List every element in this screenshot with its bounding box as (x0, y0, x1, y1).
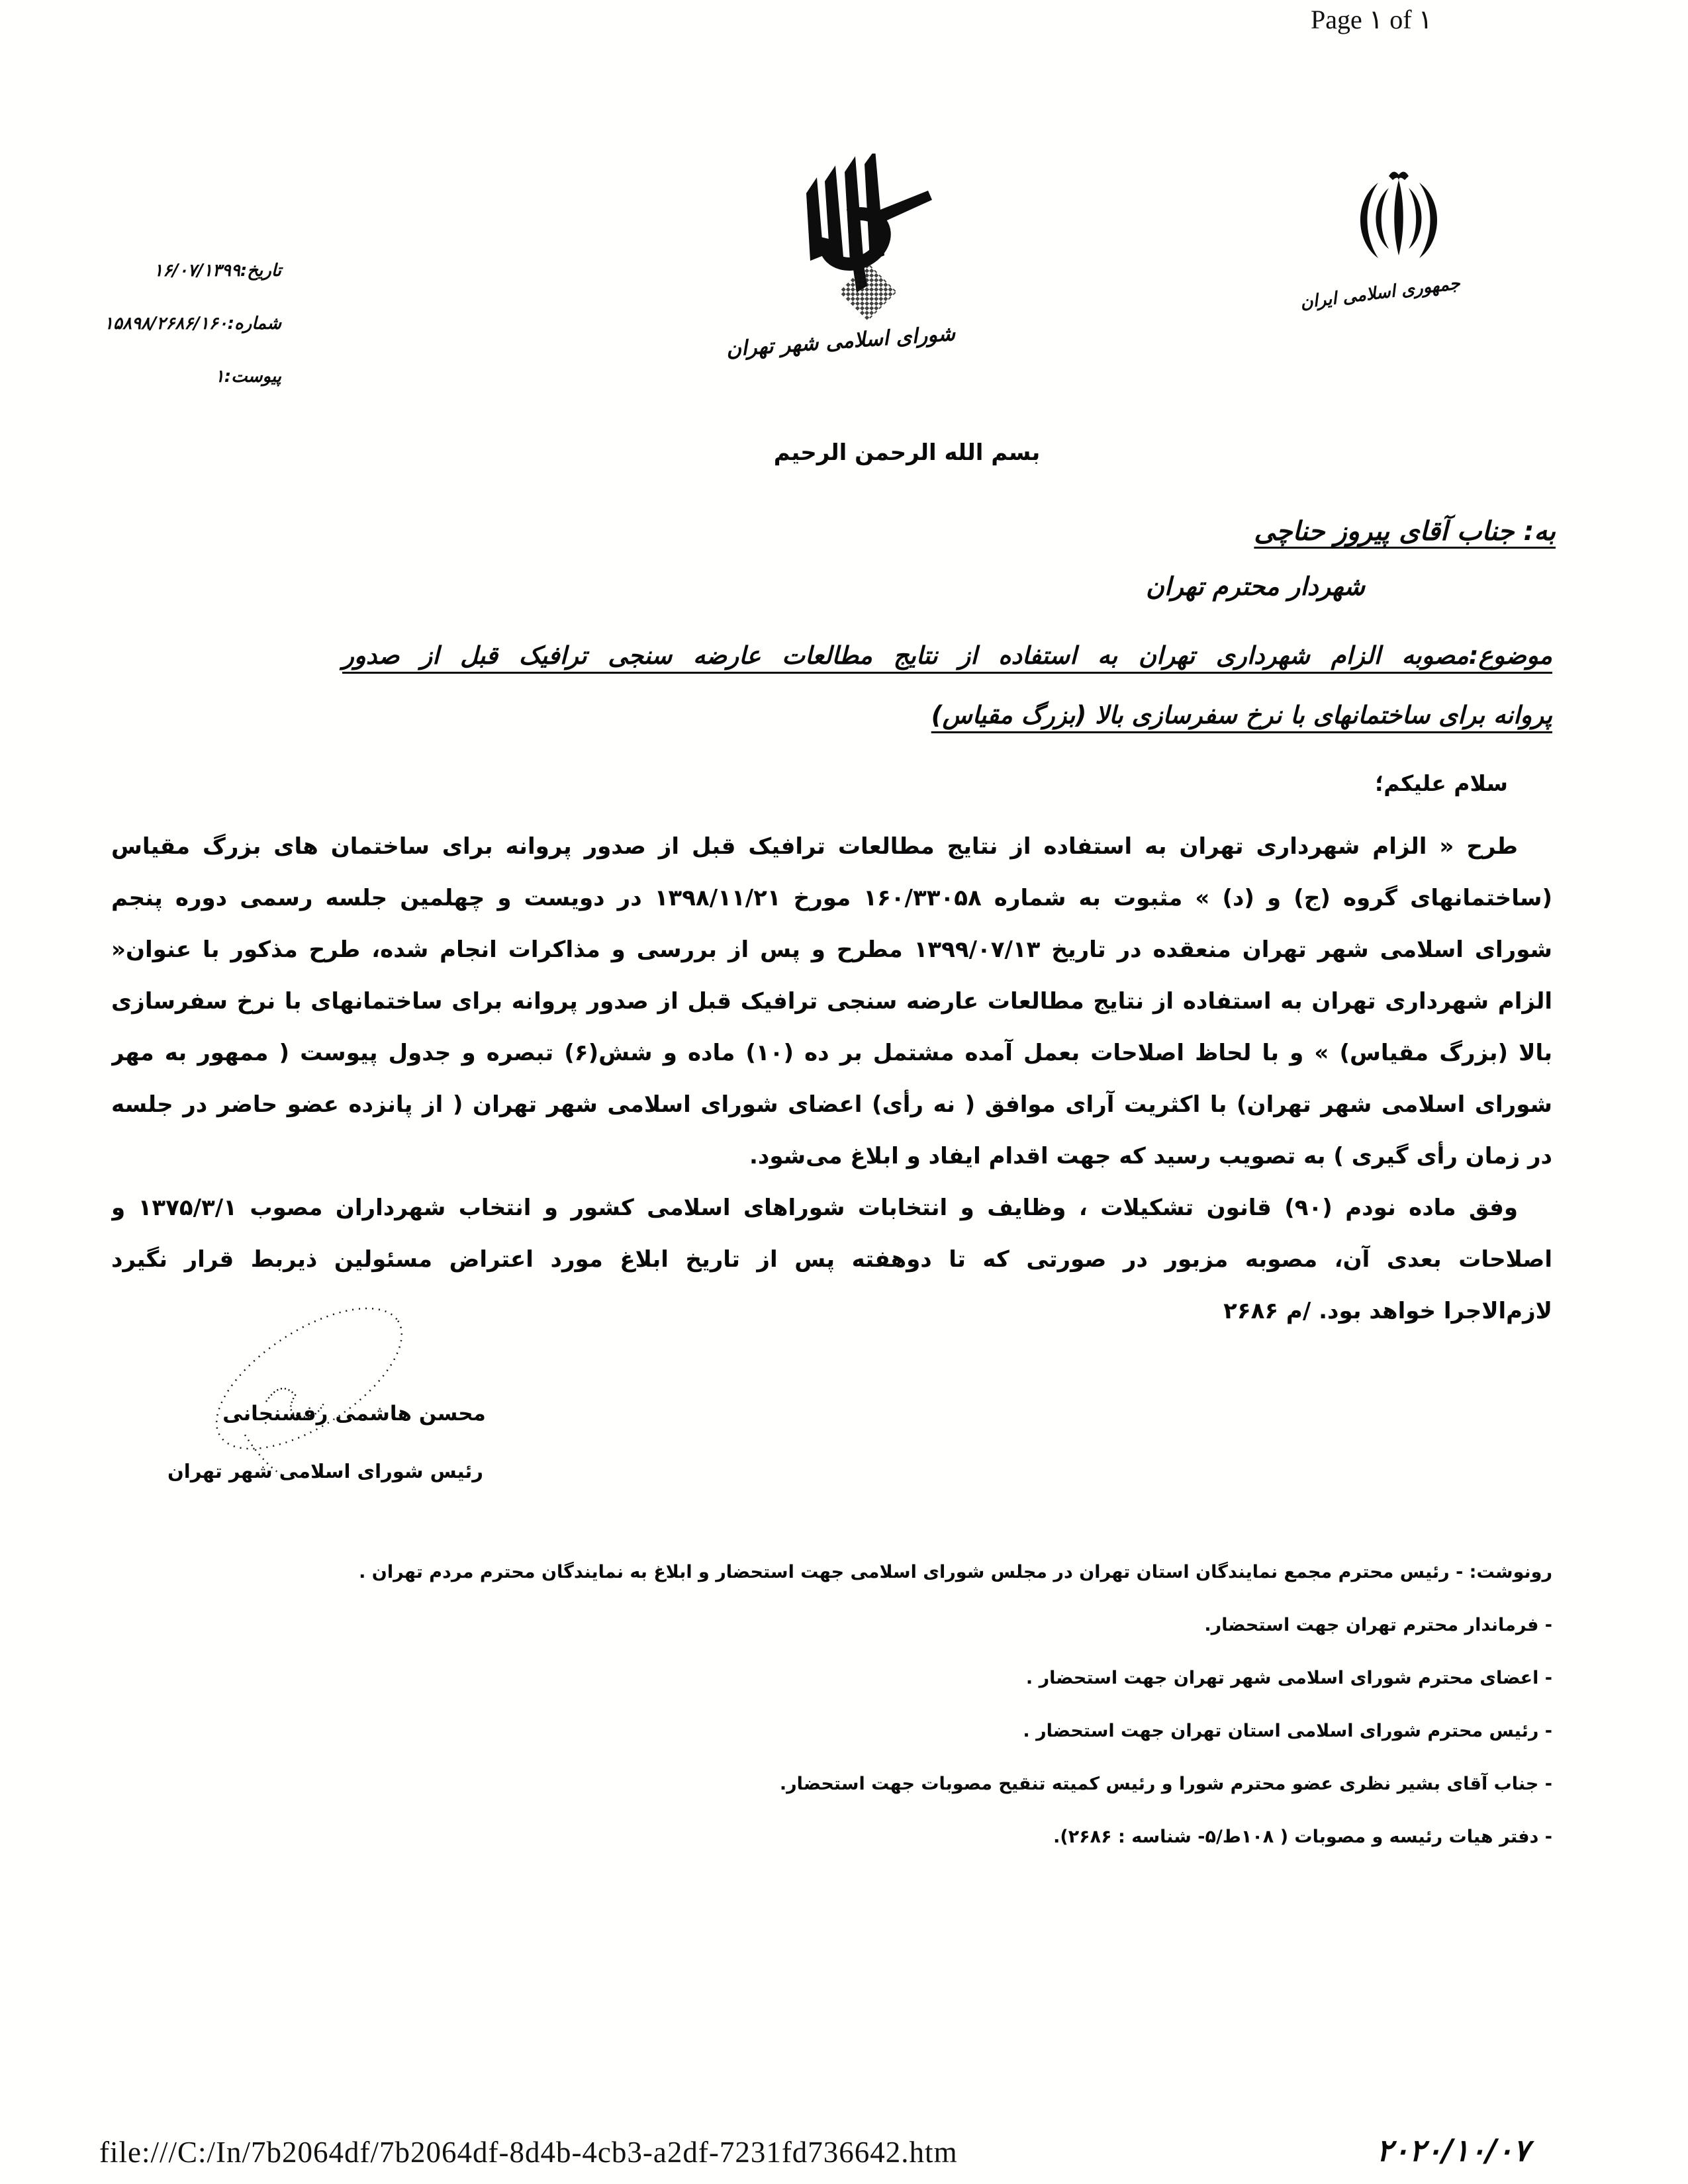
cc-item: - اعضای محترم شورای اسلامی شهر تهران جهت استحضار . (1025, 1668, 1552, 1688)
body-line: الزام شهرداری تهران به استفاده از نتایج مطالعات عارضه سنجی ترافیک قبل از صدور پروانه برای ساختمانهای با نرخ سفرسازی (111, 988, 1552, 1015)
cc-item: - جناب آقای بشیر نظری عضو محترم شورا و رئیس کمیته تنقیح مصوبات جهت استحضار. (779, 1774, 1552, 1794)
body-line: بالا (بزرگ مقیاس) » و با لحاظ اصلاحات بعمل آمده مشتمل بر ده (۱۰) ماده و شش(۶) تبصره و جدول پیوست ( ممهور به مهر (111, 1040, 1552, 1066)
body-line: اصلاحات بعدی آن، مصوبه مزبور در صورتی که تا دوهفته پس از تاریخ ابلاغ مورد اعتراض مسئولین ذیربط قرار نگیرد (111, 1246, 1552, 1273)
body-line: طرح « الزام شهرداری تهران به استفاده از نتایج مطالعات ترافیک قبل از صدور پروانه برای ساختمان های بزرگ مقیاس (111, 833, 1518, 860)
body-line: شورای اسلامی شهر تهران) با اکثریت آرای موافق ( نه رأی) اعضای شورای اسلامی شهر تهران ( از پانزده عضو حاضر در جلسه (111, 1091, 1552, 1118)
cc-item: رونوشت: - رئیس محترم مجمع نمایندگان استان تهران در مجلس شورای اسلامی جهت استحضار و ابلاغ به نمایندگان محترم مردم تهران . (359, 1562, 1552, 1582)
recipient-to-line: به: جناب آقای پیروز حناچی (1254, 516, 1556, 547)
body-line: در زمان رأی گیری ) به تصویب رسید که جهت اقدام ایفاد و ابلاغ می‌شود. (749, 1143, 1552, 1169)
letter-body (111, 821, 1552, 1337)
page-number-label: Page ۱ of ۱ (1311, 5, 1433, 34)
recipient-title-line: شهردار محترم تهران (1146, 572, 1365, 601)
signatory-name: محسن هاشمی رفسنجانی (222, 1402, 486, 1426)
iran-emblem-icon (1342, 168, 1455, 274)
subject-line-2: پروانه برای ساختمانهای با نرخ سفرسازی بالا (بزرگ مقیاس) (931, 701, 1552, 729)
body-line: (ساختمانهای گروه (ج) و (د) » مثبوت به شماره ۱۶۰/۳۳۰۵۸ مورخ ۱۳۹۸/۱۱/۲۱ در دویست و چهلمین جلسه رسمی دوره پنجم (111, 885, 1552, 911)
attachment-field: پیوست:۱ (214, 367, 281, 387)
subject-block (342, 626, 1552, 745)
cc-item: - رئیس محترم شورای اسلامی استان تهران جهت استحضار . (1023, 1721, 1552, 1741)
signatory-title: رئیس شورای اسلامی شهر تهران (167, 1460, 483, 1482)
body-line: شورای اسلامی شهر تهران منعقده در تاریخ ۱۳۹۹/۰۷/۱۳ مطرح و پس از بررسی و مذاکرات انجام شده، طرح مذکور با عنوان« (111, 936, 1552, 963)
besmellah-text: بسم الله الرحمن الرحیم (773, 439, 1041, 466)
cc-item: - دفتر هیات رئیسه و مصوبات ( ۱۰۸ط/۵- شناسه : ۲۶۸۶). (1053, 1827, 1552, 1847)
letterhead-meta (106, 255, 281, 414)
body-line: وفق ماده نودم (۹۰) قانون تشکیلات ، وظایف و انتخابات شوراهای اسلامی کشور و انتخاب شهرداران مصوب ۱۳۷۵/۳/۱ و (111, 1195, 1518, 1221)
council-logo-icon (748, 154, 947, 332)
cc-list (109, 1546, 1552, 1864)
subject-line-1: موضوع:مصوبه الزام شهرداری تهران به استفاده از نتایج مطالعات عارضه سنجی ترافیک قبل از صدور (342, 641, 1552, 670)
iran-emblem-caption: جمهوری اسلامی ایران (1299, 273, 1462, 313)
footer-file-url: file:///C:/In/7b2064df/7b2064df-8d4b-4cb3-a2df-7231fd736642.htm (99, 2136, 958, 2169)
number-field: شماره:۱۵۸۹۸/۲۶۸۶/۱۶۰ (104, 314, 281, 334)
council-logo-caption: شورای اسلامی شهر تهران (725, 321, 957, 362)
salutation-text: سلام علیکم؛ (1375, 770, 1508, 796)
cc-item: - فرماندار محترم تهران جهت استحضار. (1204, 1615, 1552, 1635)
footer-date: ۲۰۲۰/۱۰/۰۷ (1376, 2132, 1530, 2168)
body-line: لازم‌الاجرا خواهد بود. /م ۲۶۸۶ (1223, 1298, 1552, 1324)
date-field: تاریخ:۱۶/۰۷/۱۳۹۹ (154, 261, 281, 281)
